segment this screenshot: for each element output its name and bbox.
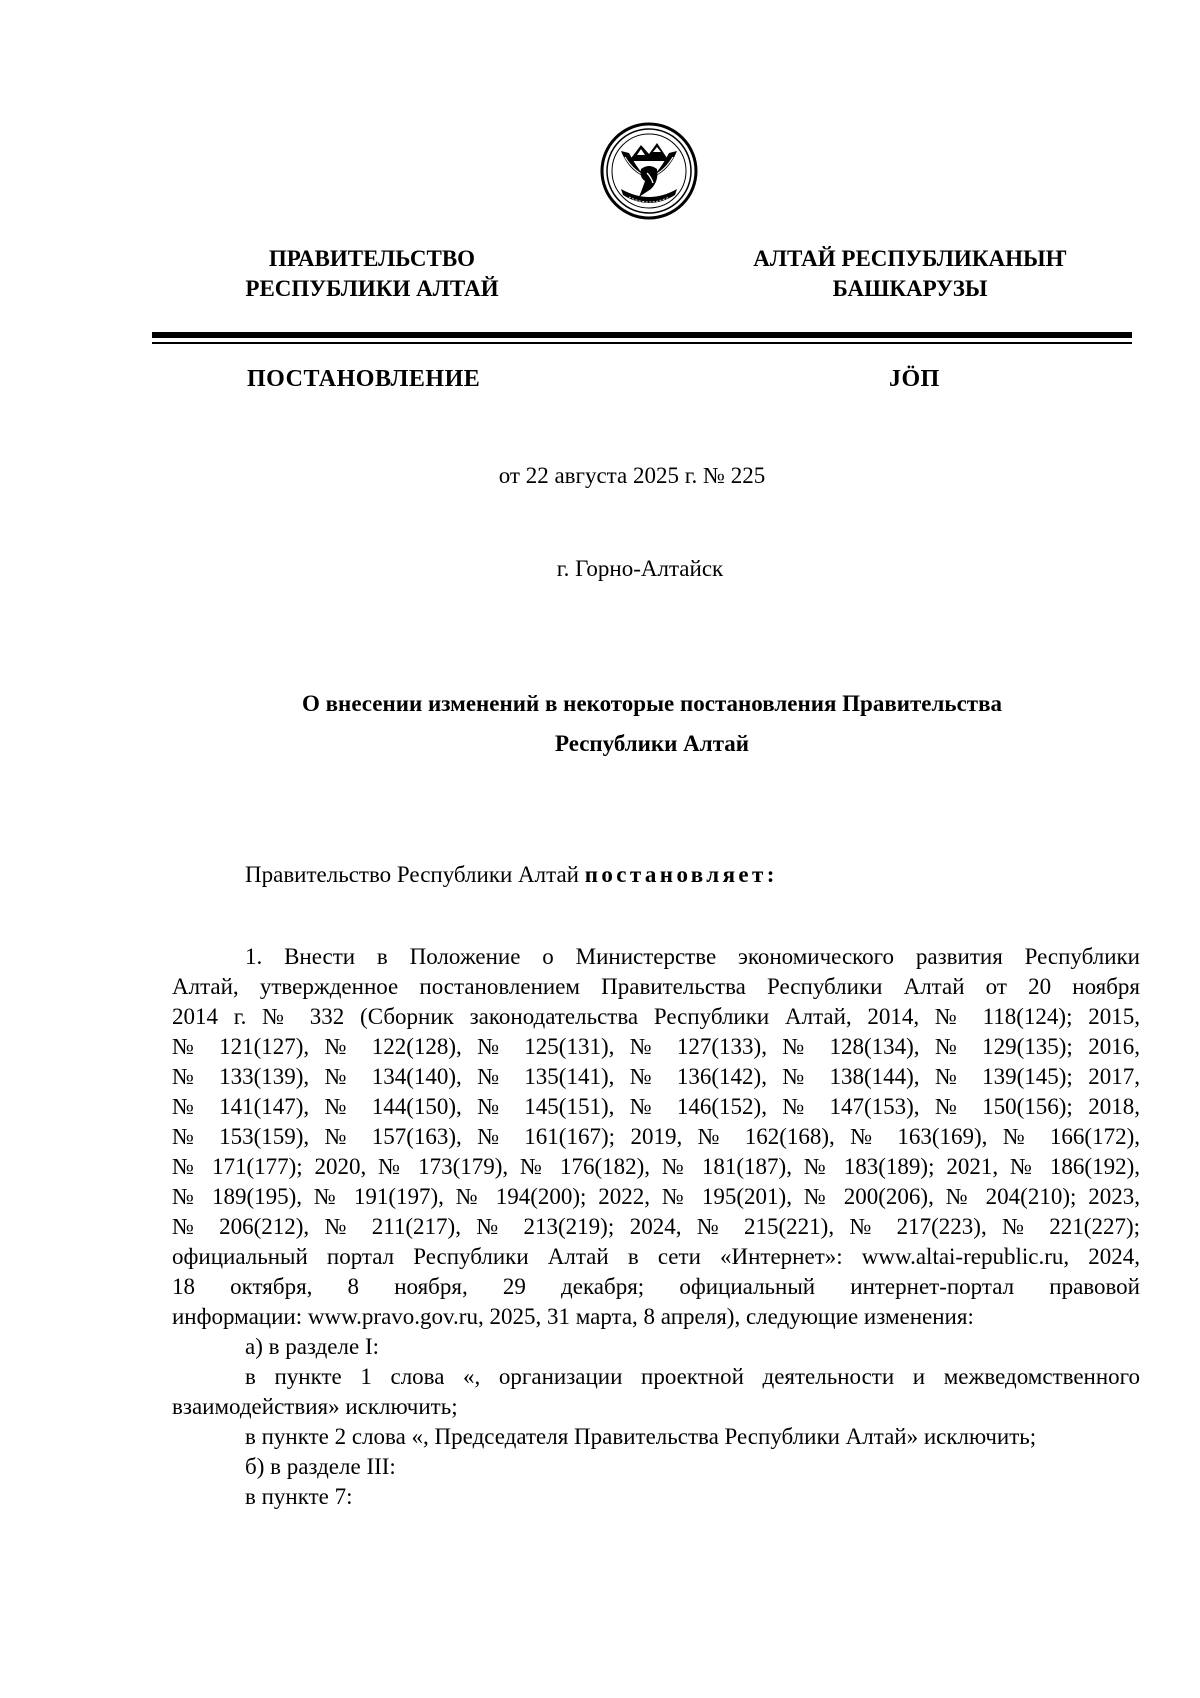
body-line: 18 октября, 8 ноября, 29 декабря; официальный интернет-портал правовой (172, 1274, 1140, 1299)
doc-type-russian: ПОСТАНОВЛЕНИЕ (247, 366, 481, 392)
body-line: 2014 г. № 332 (Сборник законодательства Республики Алтай, 2014, № 118(124); 2015, (172, 1004, 1140, 1029)
body-line: № 133(139), № 134(140), № 135(141), № 136(142), № 138(144), № 139(145); 2017, (172, 1064, 1140, 1089)
altai-coat-of-arms-icon (599, 121, 699, 221)
intro-emphasis: постановляет: (584, 862, 778, 887)
doc-type-altai: JӦП (889, 366, 940, 392)
header-divider-thick (152, 332, 1132, 338)
body-line: взаимодействия» исключить; (172, 1394, 458, 1419)
body-line: а) в разделе I: (245, 1334, 380, 1359)
body-line: 1. Внести в Положение о Министерстве экономического развития Республики (245, 944, 1140, 969)
date-and-number: от 22 августа 2025 г. № 225 (498, 463, 766, 488)
city: г. Горно-Алтайск (556, 556, 724, 581)
resolution-intro (245, 862, 778, 888)
body-line: в пункте 2 слова «, Председателя Правительства Республики Алтай» исключить; (245, 1424, 1037, 1449)
body-line: б) в разделе III: (245, 1454, 396, 1479)
body-line: Алтай, утвержденное постановлением Правительства Республики Алтай от 20 ноября (172, 974, 1140, 999)
body-line: информации: www.pravo.gov.ru, 2025, 31 марта, 8 апреля), следующие изменения: (172, 1304, 974, 1329)
org-name-russian (192, 244, 552, 304)
org-name-altai (730, 244, 1090, 304)
intro-text: Правительство Республики Алтай (245, 862, 585, 887)
org-name-line: ПРАВИТЕЛЬСТВО (268, 246, 476, 271)
body-line: № 153(159), № 157(163), № 161(167); 2019, № 162(168), № 163(169), № 166(172), (172, 1124, 1140, 1149)
document-title (172, 684, 1132, 764)
body-line: № 189(195), № 191(197), № 194(200); 2022, № 195(201), № 200(206), № 204(210); 2023, (172, 1184, 1140, 1209)
body-line: официальный портал Республики Алтай в сети «Интернет»: www.altai-republic.ru, 2024, (172, 1244, 1140, 1269)
body-line: в пункте 7: (245, 1484, 353, 1509)
body-line: № 171(177); 2020, № 173(179), № 176(182), № 181(187), № 183(189); 2021, № 186(192), (172, 1154, 1140, 1179)
org-name-line: БАШКАРУЗЫ (832, 276, 988, 301)
title-line: Республики Алтай (554, 731, 750, 756)
document-body (172, 942, 1140, 1512)
title-line: О внесении изменений в некоторые постановления Правительства (302, 691, 1002, 716)
body-line: № 121(127), № 122(128), № 125(131), № 127(133), № 128(134), № 129(135); 2016, (172, 1034, 1140, 1059)
body-line: № 141(147), № 144(150), № 145(151), № 146(152), № 147(153), № 150(156); 2018, (172, 1094, 1140, 1119)
org-name-line: АЛТАЙ РЕСПУБЛИКАНЫҤ (753, 246, 1067, 271)
body-line: в пункте 1 слова «, организации проектной деятельности и межведомственного (245, 1364, 1140, 1389)
org-name-line: РЕСПУБЛИКИ АЛТАЙ (245, 276, 499, 301)
header-divider-thin (152, 342, 1132, 344)
body-line: № 206(212), № 211(217), № 213(219); 2024, № 215(221), № 217(223), № 221(227); (172, 1214, 1140, 1239)
